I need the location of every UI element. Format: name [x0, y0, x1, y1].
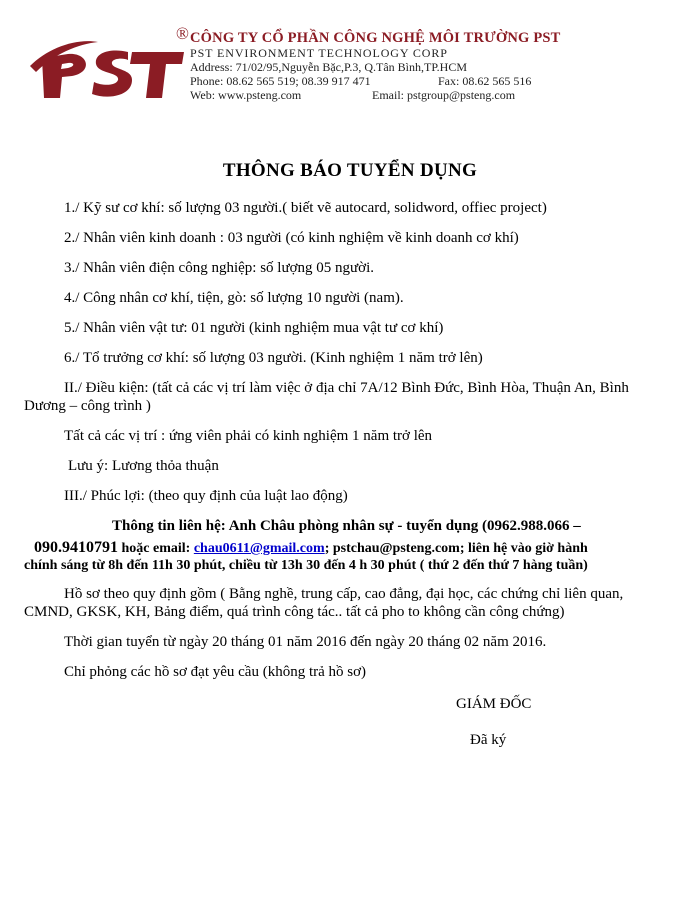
- contact-email-link[interactable]: chau0611@gmail.com: [193, 541, 325, 556]
- pst-logo-graphic: [28, 28, 188, 100]
- screening-note: Chỉ phỏng các hồ sơ đạt yêu cầu (không trả hồ sơ): [64, 664, 367, 680]
- signature-signed: Đã ký: [470, 732, 507, 748]
- document-title: THÔNG BÁO TUYỂN DỤNG: [222, 160, 478, 181]
- contact-phone2: 090.9410791: [34, 539, 118, 556]
- benefits: III./ Phúc lợi: (theo quy định của luật lao động): [64, 488, 348, 504]
- position-item: 2./ Nhân viên kinh doanh : 03 người (có kinh nghiệm về kinh doanh cơ khí): [64, 230, 519, 246]
- contact-line1: Thông tin liên hệ: Anh Châu phòng nhân sự - tuyển dụng (0962.988.066 –: [112, 518, 581, 534]
- salary-note: Lưu ý: Lương thỏa thuận: [68, 458, 219, 474]
- conditions-line2: Dương – công trình ): [24, 398, 151, 414]
- company-logo: [28, 28, 188, 100]
- recruitment-period: Thời gian tuyển từ ngày 20 tháng 01 năm 2016 đến ngày 20 tháng 02 năm 2016.: [64, 634, 547, 650]
- company-email: Email: pstgroup@psteng.com: [372, 88, 516, 102]
- contact-or-email: hoặc email:: [118, 541, 194, 556]
- company-address: Address: 71/02/95,Nguyễn Bặc,P.3, Q.Tân Bình,TP.HCM: [190, 60, 467, 74]
- registered-mark: ®: [176, 24, 189, 43]
- experience-requirement: Tất cả các vị trí : ứng viên phải có kinh nghiệm 1 năm trở lên: [64, 428, 433, 444]
- position-item: 1./ Kỹ sư cơ khí: số lượng 03 người.( biết vẽ autocard, solidword, offiec project): [64, 200, 547, 216]
- position-item: 3./ Nhân viên điện công nghiệp: số lượng 05 người.: [64, 260, 375, 276]
- position-item: 5./ Nhân viên vật tư: 01 người (kinh nghiệm mua vật tư cơ khí): [64, 320, 444, 336]
- company-fax: Fax: 08.62 565 516: [438, 74, 532, 88]
- company-phone: Phone: 08.62 565 519; 08.39 917 471: [190, 74, 371, 88]
- conditions-line1: II./ Điều kiện: (tất cả các vị trí làm việc ở địa chỉ 7A/12 Bình Đức, Bình Hòa, Thuận An, Bình: [64, 380, 629, 396]
- position-item: 4./ Công nhân cơ khí, tiện, gò: số lượng 10 người (nam).: [64, 290, 404, 306]
- contact-rest: ; pstchau@psteng.com; liên hệ vào giờ hành: [324, 541, 588, 556]
- company-web: Web: www.psteng.com: [190, 88, 302, 102]
- contact-line3: chính sáng từ 8h đến 11h 30 phút, chiều từ 13h 30 đến 4 h 30 phút ( thứ 2 đến thứ 7 hàng tuần): [24, 558, 588, 573]
- signature-role: GIÁM ĐỐC: [456, 696, 532, 712]
- documents-line1: Hồ sơ theo quy định gồm ( Bằng nghề, trung cấp, cao đẳng, đại học, các chứng chỉ liên quan,: [64, 586, 624, 602]
- company-name-en: PST ENVIRONMENT TECHNOLOGY CORP: [190, 46, 448, 60]
- position-item: 6./ Tổ trưởng cơ khí: số lượng 03 người. (Kinh nghiệm 1 năm trở lên): [64, 350, 483, 366]
- documents-line2: CMND, GKSK, KH, Bảng điểm, quá trình công tác.. tất cả pho to không cần công chứng): [24, 604, 565, 620]
- company-name-vi: CÔNG TY CỔ PHẦN CÔNG NGHỆ MÔI TRƯỜNG PST: [190, 30, 561, 46]
